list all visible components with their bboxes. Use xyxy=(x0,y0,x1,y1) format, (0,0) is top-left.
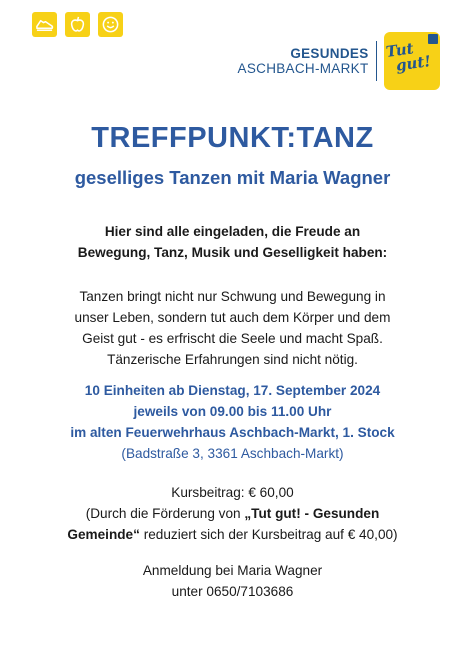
logo-divider xyxy=(376,41,378,81)
signup-contact: Anmeldung bei Maria Wagner xyxy=(142,563,323,578)
badge-corner-mark xyxy=(428,34,438,44)
schedule-time: jeweils von 09.00 bis 11.00 Uhr xyxy=(133,404,332,419)
schedule-location: im alten Feuerwehrhaus Aschbach-Markt, 1. Stock xyxy=(70,425,395,440)
fee-info xyxy=(0,482,465,545)
body-text: Tanzen bringt nicht nur Schwung und Bewegung in unser Leben, sondern tut auch dem Körper und dem Geist gut - es erfrischt die Seele und macht Spaß. Tänzerische Erfahrungen sind nicht nötig. xyxy=(74,289,391,367)
gesundes-aschbach-logo xyxy=(238,32,440,90)
tut-gut-badge xyxy=(384,32,440,90)
page-title: TREFFPUNKT:TANZ xyxy=(91,122,374,154)
fee-discount-line1: (Durch die Förderung von „Tut gut! - Gesunden xyxy=(85,506,380,521)
smiley-icon xyxy=(98,12,123,37)
logo-text xyxy=(238,46,369,76)
page-subtitle: geselliges Tanzen mit Maria Wagner xyxy=(74,167,391,188)
schedule-info xyxy=(0,380,465,464)
logo-line-aschbach: ASCHBACH-MARKT xyxy=(237,61,369,76)
signup-phone: unter 0650/7103686 xyxy=(171,584,294,599)
tut-gut-lettering: Tut gut! xyxy=(384,39,432,75)
intro-text: Hier sind alle eingeladen, die Freude an Bewegung, Tanz, Musik und Geselligkeit haben: xyxy=(77,224,388,260)
signup-info xyxy=(0,560,465,602)
apple-icon xyxy=(65,12,90,37)
logo-line-gesundes: GESUNDES xyxy=(290,45,369,61)
fee-discount-line2: Gemeinde“ reduziert sich der Kursbeitrag auf € 40,00) xyxy=(67,527,398,542)
icon-row xyxy=(32,12,123,37)
fee-amount: Kursbeitrag: € 60,00 xyxy=(171,485,294,500)
shoe-icon xyxy=(32,12,57,37)
schedule-dates: 10 Einheiten ab Dienstag, 17. September 2024 xyxy=(84,383,381,398)
schedule-address: (Badstraße 3, 3361 Aschbach-Markt) xyxy=(121,446,344,461)
